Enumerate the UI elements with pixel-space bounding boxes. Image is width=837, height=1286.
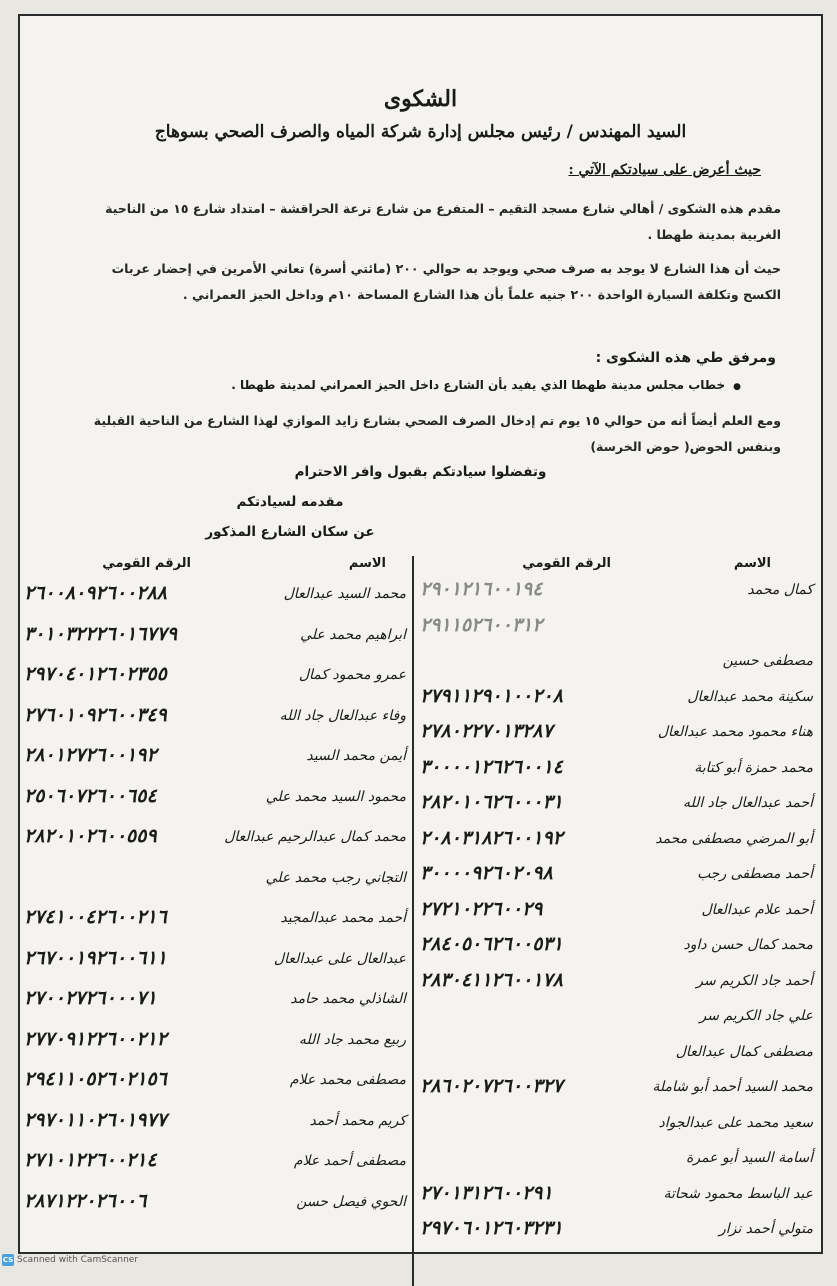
national-id: ٢٧٤١٠٠٤٢٦٠٠٢١٦: [24, 906, 167, 928]
national-id: ٢٨٤٠٥٠٦٢٦٠٠٥٣١: [420, 933, 563, 955]
national-id: ٢٨٣٠٤١١٢٦٠٠١٧٨: [420, 968, 563, 991]
right-id-header: الرقم القومي: [522, 556, 611, 571]
national-id: ٢٨٧١٢٢٠٢٦٠٠٦: [24, 1189, 147, 1212]
national-id: ٣٠٠٠٠٩٢٦٠٢٠٩٨: [420, 862, 553, 884]
national-id: ٢٨٠١٢٧٢٦٠٠١٩٢: [24, 744, 157, 766]
closing-line: وتفضلوا سيادتكم بقبول وافر الاحترام: [294, 464, 547, 480]
resident-name: كريم محمد أحمد: [309, 1112, 406, 1129]
column-divider: [412, 556, 414, 1286]
resident-name: سعيد محمد على عبدالجواد: [658, 1114, 813, 1131]
complaint-paragraph-3: ومع العلم أيضاً أنه من حوالي ١٥ يوم تم إدخال الصرف الصحي بشارع زايد الموازي لهذا الشارع من الناحية القبلية وبنفس الحوض( حوض الخرسة): [93, 413, 781, 454]
national-id: ٢٨٢٠١٠٢٦٠٠٥٥٩: [24, 825, 157, 847]
national-id: ٢٨٦٠٢٠٧٢٦٠٠٣٢٧: [420, 1075, 563, 1097]
resident-name: هناء محمود محمد عبدالعال: [657, 724, 813, 740]
resident-name: محمد كمال حسن داود: [683, 937, 813, 953]
national-id: ٢٧٨٠٢٢٧٠١٣٢٨٧: [420, 720, 553, 742]
national-id: ٢٩٧٠١١٠٢٦٠١٩٧٧: [24, 1108, 167, 1131]
scanner-text: Scanned with CamScanner: [17, 1255, 139, 1265]
national-id: ٢٧٦٠١٠٩٢٦٠٠٣٤٩: [24, 703, 167, 726]
resident-name: أحمد عبدالعال جاد الله: [682, 795, 813, 811]
resident-name: مصطفى أحمد علام: [293, 1153, 406, 1169]
submitted-by-line: مقدمه لسيادتكم: [236, 494, 344, 510]
national-id: ٢٦٧٠٠١٩٢٦٠٠٦١١: [24, 946, 167, 969]
resident-name: وفاء عبدالعال جاد الله: [279, 707, 406, 724]
complaint-paragraph-1: مقدم هذه الشكوى / أهالي شارع مسجد التقيم – المتفرع من شارع ترعة الحراقشة – امتداد شارع ١٥ من الناحية الغربية بمدينة طهطا .: [105, 201, 781, 242]
document-page: [18, 14, 823, 1254]
resident-name: أحمد علام عبدالعال: [701, 901, 813, 918]
resident-name: سكينة محمد عبدالعال: [687, 688, 813, 705]
complaint-paragraph-2: حيث أن هذا الشارع لا يوجد به صرف صحي ويوجد به حوالي ٢٠٠ (مائتي أسرة) تعاني الأمرين في إحضار عربات الكسح وتكلفة السيارة الواحدة ٢٠٠ جنيه علماً بأن هذا الشارع المساحة ١٠م وداخل الحيز العمراني .: [111, 261, 781, 302]
national-id: ٢٠٨٠٣١٨٢٦٠٠١٩٢: [420, 826, 563, 849]
national-id: ٢٩٠١٢١٦٠٠١٩٤: [420, 578, 543, 600]
resident-name: أسامة السيد أبو عمرة: [686, 1150, 813, 1166]
resident-name: التجاني رجب محمد علي: [265, 869, 406, 886]
resident-name: عبد الباسط محمود شحاتة: [663, 1185, 813, 1202]
attachments-heading: ومرفق طي هذه الشكوى :: [595, 350, 776, 366]
resident-name: محمد كمال عبدالرحيم عبدالعال: [224, 829, 406, 845]
national-id: ٣٠٠٠٠١٢٦٢٦٠٠١٤: [420, 755, 563, 778]
resident-name: الحوي فيصل حسن: [296, 1193, 406, 1210]
national-id: ٢٥٠٦٠٧٢٦٠٠٦٥٤: [24, 784, 157, 807]
national-id: ٢٧٠١٣١٢٦٠٠٢٩١: [420, 1181, 553, 1204]
resident-name: عبدالعال على عبدالعال: [273, 950, 406, 967]
resident-name: كمال محمد: [747, 582, 813, 598]
national-id: ٢٩٤١١٠٥٢٦٠٢١٥٦: [24, 1068, 167, 1090]
resident-name: محمد السيد أحمد أبو شاملة: [652, 1079, 813, 1095]
right-name-header: الاسم: [733, 556, 771, 571]
intro-line: حيث أعرض على سيادتكم الآتي :: [568, 162, 761, 178]
resident-name: مصطفى حسين: [722, 653, 813, 669]
national-id: ٢٨٢٠١٠٦٢٦٠٠٠٣١: [420, 791, 563, 813]
resident-name: محمد حمزة أبو كتابة: [694, 759, 813, 776]
attachment-item: ● خطاب مجلس مدينة طهطا الذي يفيد بأن الشارع داخل الحيز العمراني لمدينة طهطا .: [231, 378, 741, 392]
submitted-by-residents: عن سكان الشارع المذكور: [205, 524, 375, 540]
left-id-header: الرقم القومي: [102, 556, 191, 571]
scanner-watermark: [2, 1254, 138, 1266]
resident-name: أحمد محمد عبدالمجيد: [280, 910, 406, 926]
resident-name: أحمد مصطفى رجب: [697, 866, 813, 882]
national-id: ٢٧٢١٠٢٢٦٠٠٢٩: [420, 897, 543, 920]
resident-name: ربيع محمد جاد الله: [298, 1031, 406, 1048]
resident-name: الشاذلي محمد حامد: [290, 991, 406, 1007]
resident-name: أحمد جاد الكريم سر: [696, 972, 813, 989]
national-id: ٢٩١١٥٢٦٠٠٣١٢: [420, 613, 543, 636]
resident-name: مصطفى محمد علام: [289, 1072, 406, 1088]
national-id: ٣٠١٠٣٢٢٢٦٠١٦٧٧٩: [24, 622, 178, 645]
document-title: الشكوى: [383, 86, 458, 112]
national-id: ٢٩٧٠٤٠١٢٦٠٢٣٥٥: [24, 663, 167, 685]
national-id: ٢٦٠٠٨٠٩٢٦٠٠٢٨٨: [24, 582, 167, 604]
national-id: ٢٩٧٠٦٠١٢٦٠٣٢٣١: [420, 1217, 563, 1239]
resident-name: محمد السيد عبدالعال: [283, 586, 406, 602]
national-id: ٢٧٧٠٩١٢٢٦٠٠٢١٢: [24, 1027, 167, 1050]
resident-name: متولي أحمد نزار: [718, 1221, 813, 1237]
national-id: ٢٧١٠١٢٢٦٠٠٢١٤: [24, 1149, 157, 1171]
resident-name: أيمن محمد السيد: [306, 748, 406, 764]
resident-name: ابراهيم محمد علي: [300, 626, 406, 643]
resident-name: علي جاد الكريم سر: [699, 1008, 813, 1024]
national-id: ٢٧٩١١٢٩٠١٠٠٢٠٨: [420, 684, 563, 707]
resident-name: محمود السيد محمد علي: [265, 788, 406, 805]
resident-name: عمرو محمود كمال: [298, 667, 406, 683]
resident-name: مصطفى كمال عبدالعال: [675, 1043, 813, 1060]
camscanner-icon: CS: [2, 1256, 14, 1264]
resident-name: أبو المرضي مصطفى محمد: [655, 830, 813, 847]
left-name-header: الاسم: [348, 556, 386, 571]
national-id: ٢٧٠٠٢٧٢٦٠٠٠٧١: [24, 987, 157, 1009]
addressee-line: السيد المهندس / رئيس مجلس إدارة شركة المياه والصرف الصحي بسوهاج: [154, 122, 687, 142]
